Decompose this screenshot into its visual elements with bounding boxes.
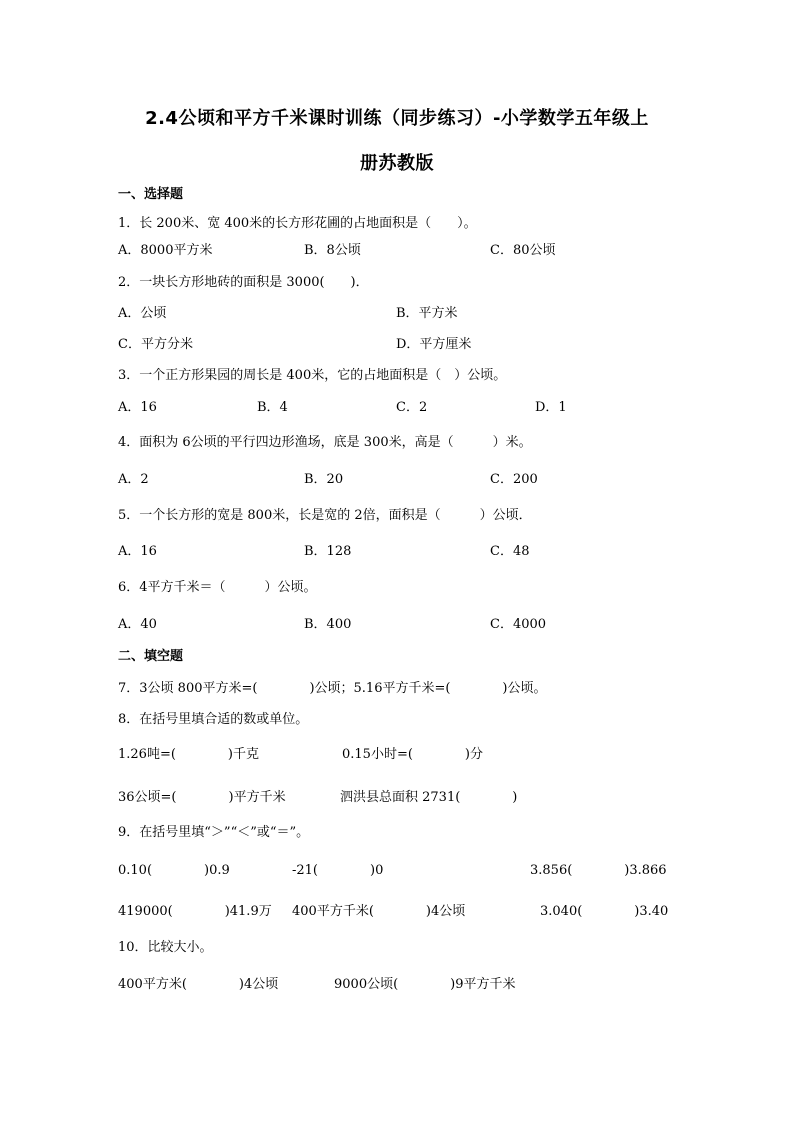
question-5-option-a: A．16 (118, 544, 157, 559)
question-10-item-2: 9000公顷( )9平方千米 (334, 977, 516, 992)
page-title-line-2: 册苏教版 (360, 153, 434, 174)
question-8-item-2: 0.15小时=( )分 (342, 747, 483, 762)
question-10-item-1: 400平方米( )4公顷 (118, 977, 279, 992)
section-heading-fill: 二、填空题 (118, 649, 184, 664)
question-5-option-b: B．128 (304, 544, 352, 559)
question-6-option-b: B．400 (304, 617, 352, 632)
question-4-option-a: A．2 (118, 472, 149, 487)
question-3-text: 3．一个正方形果园的周长是 400米，它的占地面积是（ ）公顷。 (118, 368, 507, 383)
question-2-option-a: A．公顷 (118, 306, 167, 321)
question-1-option-a: A．8000平方米 (118, 243, 213, 258)
question-9-item-2: -21( )0 (292, 863, 384, 878)
question-2-option-d: D．平方厘米 (396, 337, 472, 352)
question-1-option-b: B．8公顷 (304, 243, 361, 258)
question-9-item-4: 419000( )41.9万 (118, 904, 272, 919)
question-6-option-c: C．4000 (490, 617, 547, 632)
question-9-item-3: 3.856( )3.866 (530, 863, 667, 878)
question-8-item-3: 36公顷=( )平方千米 (118, 790, 286, 805)
question-9-item-1: 0.10( )0.9 (118, 863, 230, 878)
question-3-option-a: A．16 (118, 400, 157, 415)
question-8-text: 8．在括号里填合适的数或单位。 (118, 712, 309, 727)
question-1-option-c: C．80公顷 (490, 243, 556, 258)
question-10-text: 10．比较大小。 (118, 940, 213, 955)
question-4-text: 4．面积为 6公顷的平行四边形渔场，底是 300米，高是（ ）米。 (118, 435, 532, 450)
question-6-text: 6．4平方千米＝（ ）公顷。 (118, 580, 317, 595)
question-7-text: 7．3公顷 800平方米=( )公顷；5.16平方千米=( )公顷。 (118, 681, 547, 696)
question-5-text: 5．一个长方形的宽是 800米，长是宽的 2倍，面积是（ ）公顷． (118, 508, 532, 523)
question-3-option-b: B．4 (257, 400, 288, 415)
question-2-option-c: C．平方分米 (118, 337, 193, 352)
section-heading-choice: 一、选择题 (118, 187, 184, 202)
question-9-item-5: 400平方千米( )4公顷 (292, 904, 466, 919)
question-5-option-c: C．48 (490, 544, 530, 559)
question-2-option-b: B．平方米 (396, 306, 458, 321)
question-1-text: 1．长 200米、宽 400米的长方形花圃的占地面积是（ ）。 (118, 216, 477, 231)
question-8-item-4: 泗洪县总面积 2731( ) (340, 790, 518, 805)
question-8-item-1: 1.26吨=( )千克 (118, 747, 259, 762)
question-3-option-c: C．2 (396, 400, 428, 415)
question-3-option-d: D．1 (535, 400, 567, 415)
question-2-text: 2．一块长方形地砖的面积是 3000( )． (118, 275, 369, 290)
question-9-text: 9．在括号里填“＞”“＜”或“＝”。 (118, 825, 310, 840)
question-9-item-6: 3.040( )3.40 (540, 904, 669, 919)
page-title-line-1: 2.4公顷和平方千米课时训练（同步练习）-小学数学五年级上 (145, 108, 649, 129)
question-4-option-c: C．200 (490, 472, 538, 487)
question-6-option-a: A．40 (118, 617, 157, 632)
question-4-option-b: B．20 (304, 472, 344, 487)
